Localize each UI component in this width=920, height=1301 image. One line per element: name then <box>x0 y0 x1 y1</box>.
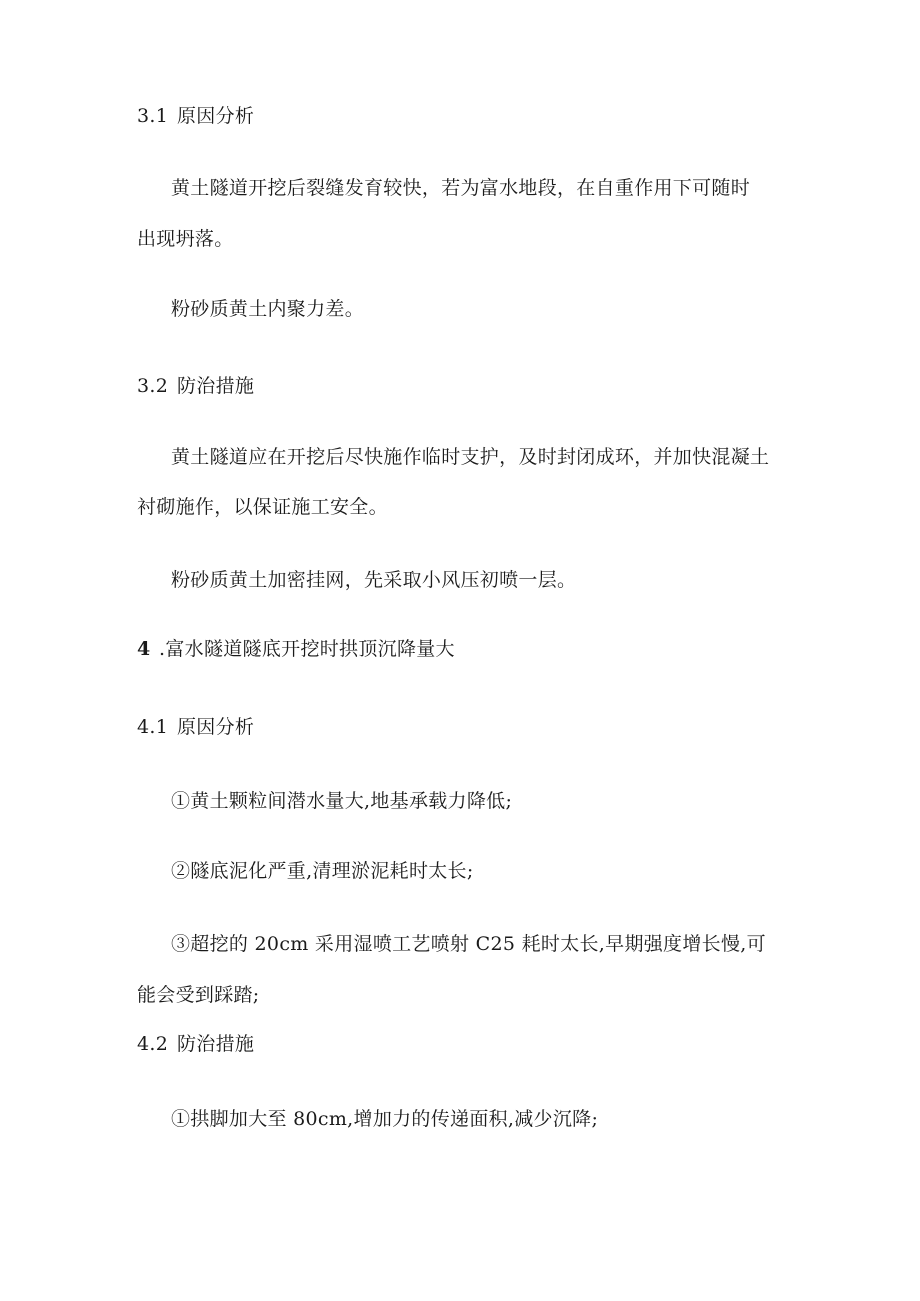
heading-4 <box>137 637 455 661</box>
list-item-4-1-1: ①黄土颗粒间潜水量大,地基承载力降低; <box>171 790 513 812</box>
list-item-4-2-1: ①拱脚加大至 80cm,增加力的传递面积,减少沉降; <box>171 1108 599 1130</box>
heading-number: 4.2 <box>137 1033 169 1055</box>
heading-title: 防治措施 <box>177 1033 255 1055</box>
heading-title: 原因分析 <box>177 716 255 738</box>
paragraph-3-1-2: 粉砂质黄土内聚力差。 <box>171 298 365 320</box>
heading-number: 4 <box>137 638 151 660</box>
heading-3-1 <box>137 104 254 128</box>
heading-title: .富水隧道隧底开挖时拱顶沉降量大 <box>159 638 455 660</box>
heading-title: 原因分析 <box>177 105 255 127</box>
heading-number: 3.1 <box>137 105 169 127</box>
list-item-4-1-3-line2: 能会受到踩踏; <box>137 984 260 1006</box>
paragraph-3-2-2: 粉砂质黄土加密挂网，先采取小风压初喷一层。 <box>171 569 577 591</box>
list-item-4-1-3-line1: ③超挖的 20cm 采用湿喷工艺喷射 C25 耗时太长,早期强度增长慢,可 <box>171 933 766 955</box>
heading-title: 防治措施 <box>177 375 255 397</box>
paragraph-3-2-1-line2: 衬砌施作，以保证施工安全。 <box>137 496 388 518</box>
list-item-4-1-2: ②隧底泥化严重,清理淤泥耗时太长; <box>171 860 474 882</box>
heading-4-1 <box>137 715 254 739</box>
heading-4-2 <box>137 1032 254 1056</box>
heading-number: 3.2 <box>137 375 169 397</box>
heading-3-2 <box>137 374 254 398</box>
heading-number: 4.1 <box>137 716 169 738</box>
paragraph-3-1-1-line2: 出现坍落。 <box>137 228 234 250</box>
paragraph-3-1-1-line1: 黄土隧道开挖后裂缝发育较快，若为富水地段，在自重作用下可随时 <box>171 177 751 199</box>
paragraph-3-2-1-line1: 黄土隧道应在开挖后尽快施作临时支护，及时封闭成环，并加快混凝土 <box>171 446 770 468</box>
